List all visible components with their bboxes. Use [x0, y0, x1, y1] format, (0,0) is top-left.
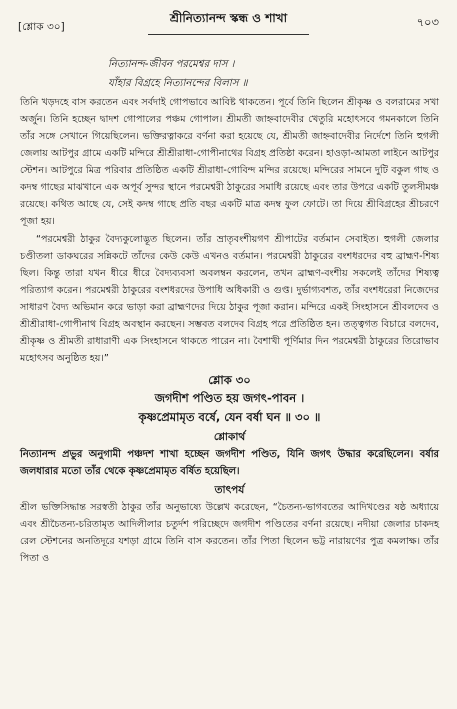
verse-line-2: কৃষ্ণপ্রেমামৃত বর্ষে, যেন বর্ষা ঘন ॥ ৩০ ॥ — [138, 410, 321, 424]
verse-label: [শ্লোক ৩০] — [18, 21, 65, 33]
page-number: ৭০৩ — [416, 15, 439, 29]
quote-line-1: নিত্যানন্দ-জীবন পরমেশ্বর দাস । — [108, 59, 235, 70]
translation-heading: শ্লোকার্থ — [213, 431, 246, 443]
purport-text: শ্রীল ভক্তিসিদ্ধান্ত সরস্বতী ঠাকুর তাঁর অনুভাষ্যে উল্লেখ করেছেন, “চৈতন্য-ভাগবতের আদিখণ্ডের ষষ্ঠ অধ্যায়ে এবং শ্রীচৈতন্য-চরিতামৃত আদিলীলার চতুর্দশ পরিচ্ছেদে জগদীশ পণ্ডিতের বর্ণনা রয়েছে। নদীয়া জেলার চাকদহ রেল স্টেশনের অনতিদূরে যশড়া গ্রামে তিনি বাস করতেন। তাঁর পিতা ছিলেন ভট্ট নারায়ণের পুত্র কমলাক্ষ। তাঁর পিতা ও — [20, 502, 439, 564]
verse-heading: শ্লোক ৩০ — [208, 373, 251, 387]
page-title: শ্রীনিত্যানন্দ স্কন্ধ ও শাখা — [169, 11, 288, 25]
paragraph-2: “পরমেশ্বরী ঠাকুর বৈদ্যকুলোদ্ভূত ছিলেন। তাঁর ভ্রাতৃবংশীয়গণ শ্রীপাটের বর্তমান সেবাইত। হুগলী জেলার চণ্ডীতলা ডাকঘরের সন্নিকটে তাঁদের কেউ কেউ এখনও বর্তমান। পরমেশ্বরী ঠাকুরের বংশধরদের বহু ব্রাহ্মণ-শিষ্য ছিল। কিন্তু তারা যখন ধীরে ধীরে বৈদ্যব্যবসা অবলম্বন করলেন, তখন ব্রাহ্মণ-বংশীয় সকলেই তাঁদের শিষ্যত্ব পরিত্যাগ করেন। পরমেশ্বরী ঠাকুরের বংশধরদের উপাধি অধিকারী ও গুপ্ত। দুর্ভাগ্যবশত, তাঁর বংশধরেরা নিজেদের সাধারণ বৈদ্য অভিমান করে ভাড়া করা ব্রাহ্মণদের দিয়ে ঠাকুর পূজা করান। মন্দিরে একই সিংহাসনে শ্রীবলদেব ও শ্রীশ্রীরাধা-গোপীনাথ বিগ্রহ অবস্থান করছেন। সম্ভবত বলদেব বিগ্রহ পরে প্রতিষ্ঠিত হন। তত্ত্বগত বিচারে বলদেব, শ্রীকৃষ্ণ ও শ্রীমতী রাধারাণী এক সিংহাসনে থাকতে পারেন না। বৈশাখী পূর্ণিমার দিন পরমেশ্বরী ঠাকুরের তিরোভাব মহোৎসব অনুষ্ঠিত হয়।” — [20, 234, 439, 364]
paragraph-1: তিনি খড়দহে বাস করতেন এবং সর্বদাই গোপভাবে আবিষ্ট থাকতেন। পূর্বে তিনি ছিলেন শ্রীকৃষ্ণ ও বলরামের সখা অর্জুন। তিনি হচ্ছেন দ্বাদশ গোপালের পঞ্চম গোপাল। শ্রীমতী জাহ্নবাদেবীর খেতুরি মহোৎসবে গমনকালে তিনি তাঁর সঙ্গে সেখানে গিয়েছিলেন। ভক্তিরত্নাকরে বর্ণনা করা হয়েছে যে, শ্রীমতী জাহ্নবাদেবীর নির্দেশে তিনি হুগলী জেলায় আটপুর গ্রামে একটি মন্দিরে শ্রীশ্রীরাধা-গোপীনাথের বিগ্রহ প্রতিষ্ঠা করেন। হাওড়া-আমতা লাইনে আটপুর স্টেশন। আটপুরে মিত্র পরিবার প্রতিষ্ঠিত একটি শ্রীরাধা-গোবিন্দ মন্দির রয়েছে। মন্দিরের সামনে দুটি বকুল গাছ ও কদম্ব গাছের মাঝখানে এক অপূর্ব সুন্দর স্থানে পরমেশ্বরী ঠাকুরের সমাধি রয়েছে এবং তার উপরে একটি তুলসীমঞ্চ রয়েছে। কথিত আছে যে, সেই কদম্ব গাছে প্রতি বছর একটি মাত্র কদম্ব ফুল ফোটে। তা দিয়ে শ্রীবিগ্রহের শ্রীচরণে পূজা হয়। — [20, 97, 439, 227]
header-rule — [148, 34, 309, 35]
page-header — [18, 8, 439, 32]
translation-text: নিত্যানন্দ প্রভুর অনুগামী পঞ্চদশ শাখা হচ্ছেন জগদীশ পণ্ডিত, যিনি জগৎ উদ্ধার করেছিলেন। বর্ষার জলধারার মতো তাঁর থেকে কৃষ্ণপ্রেমামৃত বর্ষিত হয়েছিল। — [20, 449, 439, 477]
page-body — [20, 56, 439, 567]
verse-line-1: জগদীশ পণ্ডিত হয় জগৎ-পাবন । — [154, 391, 305, 405]
purport-heading: তাৎপর্য — [214, 484, 245, 496]
quote-line-2: যাঁহার বিগ্রহে নিত্যানন্দের বিলাস ॥ — [108, 78, 248, 89]
